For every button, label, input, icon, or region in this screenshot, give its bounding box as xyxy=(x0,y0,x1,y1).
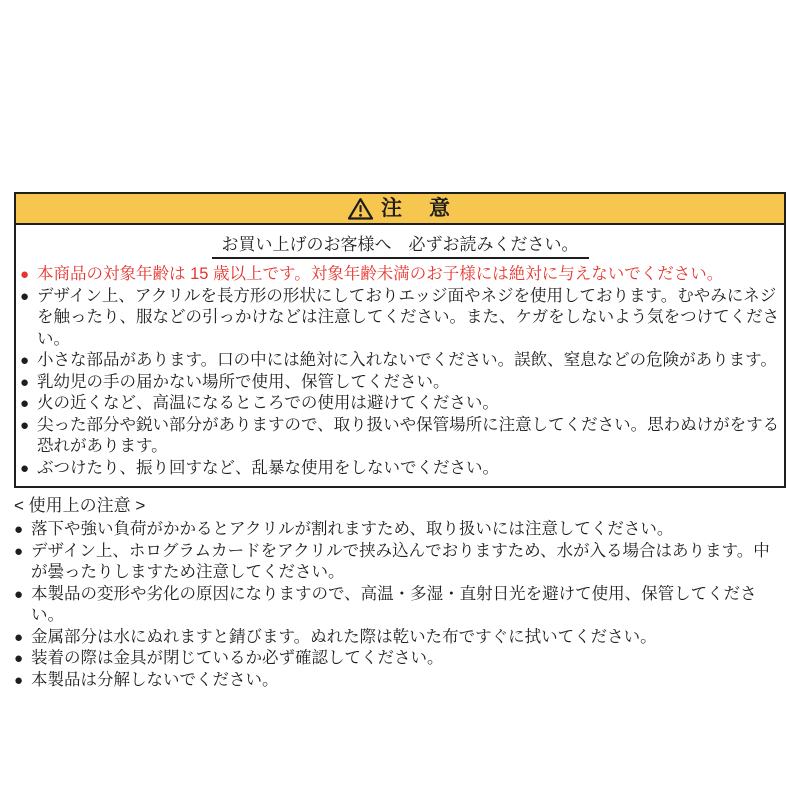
caution-box xyxy=(14,192,786,488)
bullet-icon: ● xyxy=(14,585,24,603)
warning-notice xyxy=(14,192,786,691)
usage-title: < 使用上の注意 > xyxy=(14,496,146,515)
caution-item xyxy=(20,415,780,458)
caution-item xyxy=(20,286,780,351)
bullet-icon: ● xyxy=(20,459,30,477)
usage-item-text: 本製品は分解しないでください。 xyxy=(31,670,279,689)
usage-item-text: 落下や強い負荷がかかるとアクリルが割れますため、取り扱いには注意してください。 xyxy=(31,520,674,538)
usage-item-text: デザイン上、ホログラムカードをアクリルで挟み込んでおりますため、水が入る場合はあります。中が曇ったりしますため注意してください。 xyxy=(31,541,770,581)
bullet-icon: ● xyxy=(20,373,30,391)
caution-item xyxy=(20,372,780,394)
caution-item xyxy=(20,393,780,415)
caution-item-text: 本商品の対象年齢は 15 歳以上です。対象年齢未満のお子様には絶対に与えないでください。 xyxy=(37,265,724,283)
caution-subtitle: お買い上げのお客様へ 必ずお読みください。 xyxy=(212,230,589,259)
bullet-icon: ● xyxy=(20,287,30,305)
bullet-icon: ● xyxy=(14,521,24,538)
bullet-icon: ● xyxy=(20,266,30,283)
caution-body xyxy=(16,225,784,486)
usage-item-text: 本製品の変形や劣化の原因になりますので、高温・多湿・直射日光を避けて使用、保管してください。 xyxy=(31,584,757,624)
usage-list xyxy=(14,519,786,691)
caution-list xyxy=(20,264,780,479)
caution-item-text: 尖った部分や鋭い部分がありますので、取り扱いや保管場所に注意してください。思わぬけがをする恐れがあります。 xyxy=(37,415,780,455)
usage-item-text: 金属部分は水にぬれますと錆びます。ぬれた際は乾いた布ですぐに拭いてください。 xyxy=(31,627,657,646)
caution-item-text: 乳幼児の手の届かない場所で使用、保管してください。 xyxy=(37,372,450,391)
caution-item xyxy=(20,350,780,372)
bullet-icon: ● xyxy=(20,352,30,369)
caution-header xyxy=(16,194,784,225)
bullet-icon: ● xyxy=(20,416,30,434)
usage-item xyxy=(14,670,786,692)
caution-item-text: デザイン上、アクリルを長方形の形状にしておりエッジ面やネジを使用しております。むやみにネジを触ったり、服などの引っかけなどは注意してください。また、ケガをしないよう気をつけてください。 xyxy=(37,286,780,348)
bullet-icon: ● xyxy=(14,542,24,560)
usage-item-text: 装着の際は金具が閉じているか必ず確認してください。 xyxy=(31,649,444,667)
caution-item-text: ぶつけたり、振り回すなど、乱暴な使用をしないでください。 xyxy=(37,458,499,477)
bullet-icon: ● xyxy=(20,395,30,412)
bullet-icon: ● xyxy=(14,671,24,689)
usage-item xyxy=(14,541,786,584)
bullet-icon: ● xyxy=(14,650,24,667)
caution-item xyxy=(20,458,780,480)
usage-item xyxy=(14,648,786,670)
usage-item xyxy=(14,519,786,541)
caution-item-text: 火の近くなど、高温になるところでの使用は避けてください。 xyxy=(37,394,499,412)
caution-title: 注 意 xyxy=(381,197,453,220)
usage-item xyxy=(14,584,786,627)
warning-triangle-icon xyxy=(347,197,374,221)
subtitle-row xyxy=(20,230,780,259)
caution-item-text: 小さな部品があります。口の中には絶対に入れないでください。誤飲、窒息などの危険があります。 xyxy=(37,351,777,369)
usage-section xyxy=(14,495,786,691)
bullet-icon: ● xyxy=(14,628,24,646)
usage-item xyxy=(14,627,786,649)
caution-item xyxy=(20,264,780,286)
